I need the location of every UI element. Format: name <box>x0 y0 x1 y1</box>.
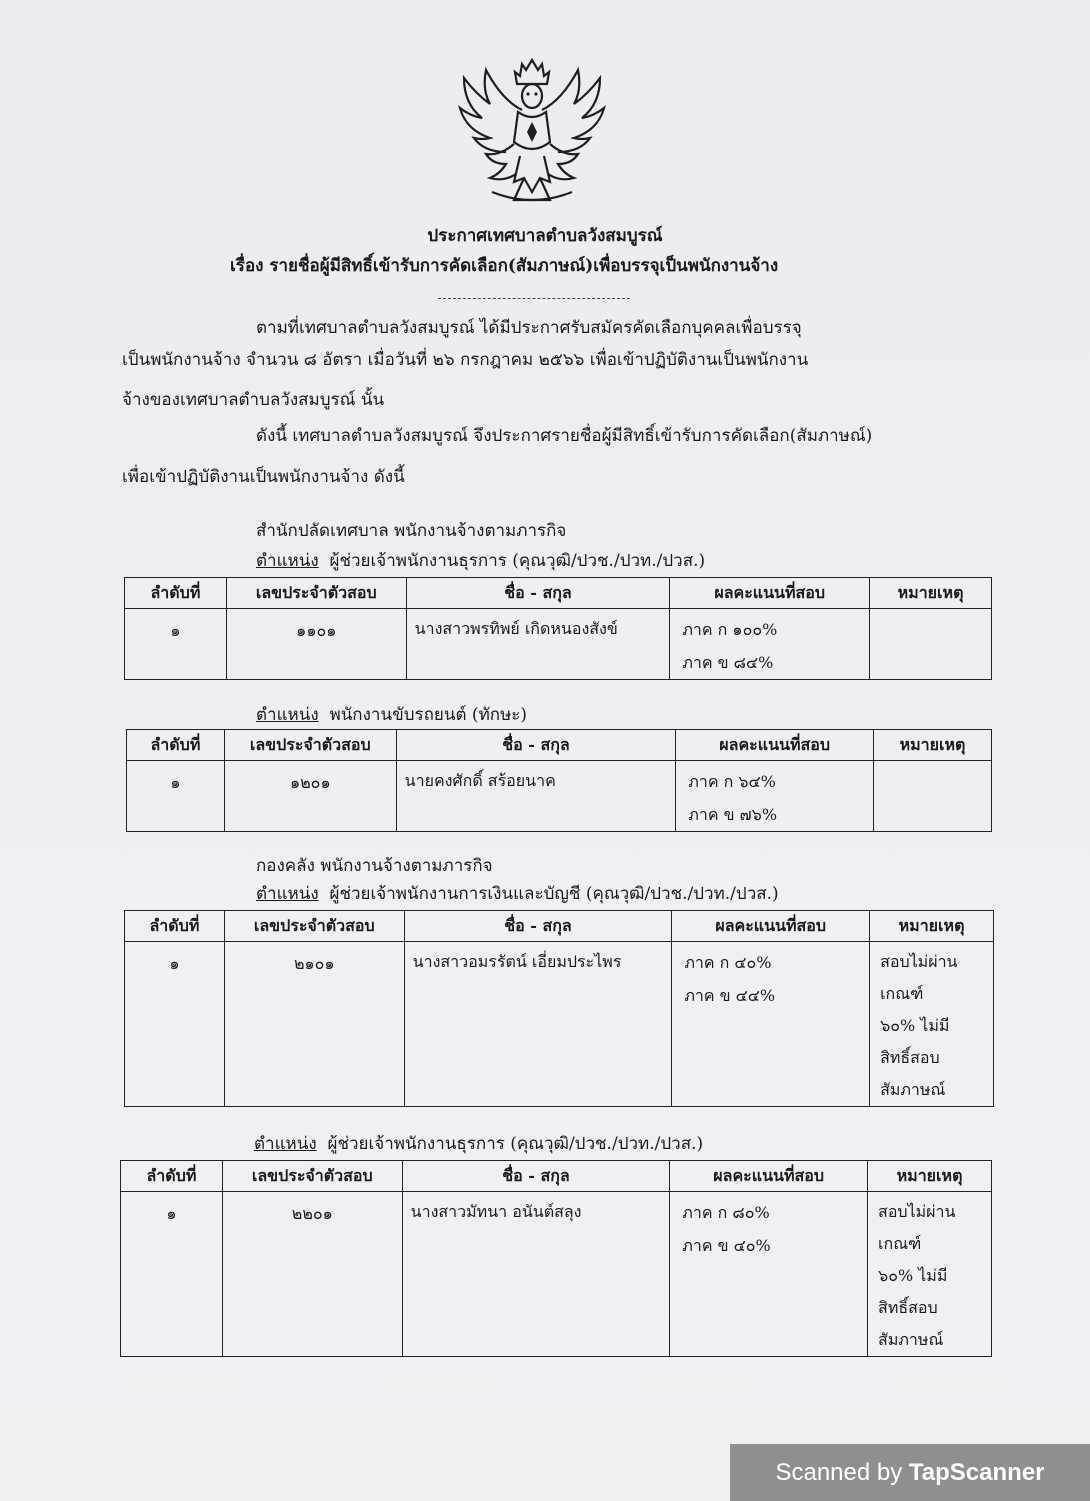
header-remark: หมายเหตุ <box>868 1161 992 1192</box>
table-header-row <box>125 911 994 942</box>
cell-exam-id: ๒๒๐๑ <box>222 1192 402 1357</box>
cell-name: นางสาวมัทนา อนันต์สลุง <box>402 1192 670 1357</box>
position-label: ตำแหน่ง <box>256 705 319 725</box>
cell-remark <box>870 609 992 680</box>
position-name: พนักงานขับรถยนต์ (ทักษะ) <box>329 705 528 725</box>
section-2-position-1 <box>256 880 779 907</box>
cell-name: นางสาวอมรรัตน์ เอี่ยมประไพร <box>404 942 672 1107</box>
header-score: ผลคะแนนที่สอบ <box>672 911 870 942</box>
table-row <box>125 942 994 1107</box>
header-remark: หมายเหตุ <box>870 911 994 942</box>
header-name: ชื่อ - สกุล <box>396 730 676 761</box>
remark-line: สิทธิ์สอบ <box>880 1048 940 1067</box>
cell-exam-id: ๒๑๐๑ <box>224 942 404 1107</box>
header-no: ลำดับที่ <box>125 911 225 942</box>
remark-line: เกณฑ์ <box>878 1234 922 1253</box>
cell-no: ๑ <box>125 609 227 680</box>
cell-exam-id: ๑๒๐๑ <box>224 761 396 832</box>
remark-line: สัมภาษณ์ <box>880 1080 946 1099</box>
remark-line: เกณฑ์ <box>880 984 924 1003</box>
table-header-row <box>127 730 992 761</box>
results-table-2 <box>126 729 992 832</box>
position-name: ผู้ช่วยเจ้าพนักงานการเงินและบัญชี (คุณวุฒิ/ปวช./ปวท./ปวส.) <box>329 884 779 904</box>
header-remark: หมายเหตุ <box>874 730 992 761</box>
header-score: ผลคะแนนที่สอบ <box>670 578 870 609</box>
header-exam-id: เลขประจำตัวสอบ <box>226 578 406 609</box>
paragraph-2-line-2: เพื่อเข้าปฏิบัติงานเป็นพนักงานจ้าง ดังนี้ <box>122 467 405 487</box>
announcement-title: ประกาศเทศบาลตำบลวังสมบูรณ์ <box>427 226 663 246</box>
cell-remark <box>870 942 994 1107</box>
cell-name: นายคงศักดิ์ สร้อยนาค <box>396 761 676 832</box>
cell-remark <box>874 761 992 832</box>
section-1-title: สำนักปลัดเทศบาล พนักงานจ้างตามภารกิจ <box>256 521 567 541</box>
garuda-emblem-icon <box>452 52 612 212</box>
position-name: ผู้ช่วยเจ้าพนักงานธุรการ (คุณวุฒิ/ปวช./ปวท./ปวส.) <box>329 551 706 571</box>
header-no: ลำดับที่ <box>125 578 227 609</box>
position-name: ผู้ช่วยเจ้าพนักงานธุรการ (คุณวุฒิ/ปวช./ปวท./ปวส.) <box>327 1134 704 1154</box>
header-name: ชื่อ - สกุล <box>402 1161 670 1192</box>
header-exam-id: เลขประจำตัวสอบ <box>222 1161 402 1192</box>
header-name: ชื่อ - สกุล <box>406 578 670 609</box>
score-part-b: ภาค ข ๔๐% <box>682 1236 771 1255</box>
header-remark: หมายเหตุ <box>870 578 992 609</box>
score-part-a: ภาค ก ๘๐% <box>682 1203 770 1222</box>
section-1-position-2 <box>256 701 527 728</box>
table-row <box>125 609 992 680</box>
header-score: ผลคะแนนที่สอบ <box>676 730 874 761</box>
section-2-title: กองคลัง พนักงานจ้างตามภารกิจ <box>256 856 493 876</box>
header-exam-id: เลขประจำตัวสอบ <box>224 730 396 761</box>
watermark-prefix: Scanned by <box>775 1459 909 1486</box>
position-label: ตำแหน่ง <box>256 884 319 904</box>
table-row <box>127 761 992 832</box>
remark-line: สิทธิ์สอบ <box>878 1298 938 1317</box>
table-header-row <box>125 578 992 609</box>
title-divider <box>438 298 630 299</box>
cell-no: ๑ <box>121 1192 223 1357</box>
header-no: ลำดับที่ <box>127 730 225 761</box>
remark-line: สอบไม่ผ่าน <box>878 1202 956 1221</box>
score-part-a: ภาค ก ๔๐% <box>684 953 772 972</box>
header-exam-id: เลขประจำตัวสอบ <box>224 911 404 942</box>
remark-line: สัมภาษณ์ <box>878 1330 944 1349</box>
announcement-subject: เรื่อง รายชื่อผู้มีสิทธิ์เข้ารับการคัดเลือก(สัมภาษณ์)เพื่อบรรจุเป็นพนักงานจ้าง <box>230 256 779 276</box>
cell-score <box>676 761 874 832</box>
cell-no: ๑ <box>125 942 225 1107</box>
header-name: ชื่อ - สกุล <box>404 911 672 942</box>
header-score: ผลคะแนนที่สอบ <box>670 1161 868 1192</box>
results-table-1 <box>124 577 992 680</box>
cell-no: ๑ <box>127 761 225 832</box>
score-part-b: ภาค ข ๘๔% <box>682 653 774 672</box>
cell-score <box>672 942 870 1107</box>
scanner-watermark <box>730 1444 1090 1501</box>
cell-score <box>670 609 870 680</box>
table-row <box>121 1192 992 1357</box>
paragraph-1-line-1: ตามที่เทศบาลตำบลวังสมบูรณ์ ได้มีประกาศรับสมัครคัดเลือกบุคคลเพื่อบรรจุ <box>256 318 802 338</box>
header-no: ลำดับที่ <box>121 1161 223 1192</box>
score-part-b: ภาค ข ๗๖% <box>688 805 778 824</box>
results-table-3 <box>124 910 994 1107</box>
score-part-a: ภาค ก ๖๔% <box>688 772 776 791</box>
cell-name: นางสาวพรทิพย์ เกิดหนองสังข์ <box>406 609 670 680</box>
cell-remark <box>868 1192 992 1357</box>
position-label: ตำแหน่ง <box>254 1134 317 1154</box>
remark-line: สอบไม่ผ่าน <box>880 952 958 971</box>
paragraph-1-line-2: เป็นพนักงานจ้าง จำนวน ๘ อัตรา เมื่อวันที่ ๒๖ กรกฎาคม ๒๕๖๖ เพื่อเข้าปฏิบัติงานเป็นพนักงาน <box>122 350 809 370</box>
score-part-a: ภาค ก ๑๐๐% <box>682 620 778 639</box>
cell-exam-id: ๑๑๐๑ <box>226 609 406 680</box>
remark-line: ๖๐% ไม่มี <box>878 1266 948 1285</box>
paragraph-2-line-1: ดังนี้ เทศบาลตำบลวังสมบูรณ์ จึงประกาศรายชื่อผู้มีสิทธิ์เข้ารับการคัดเลือก(สัมภาษณ์) <box>256 426 873 446</box>
paragraph-1-line-3: จ้างของเทศบาลตำบลวังสมบูรณ์ นั้น <box>122 390 385 410</box>
watermark-brand: TapScanner <box>908 1459 1045 1486</box>
score-part-b: ภาค ข ๔๔% <box>684 986 776 1005</box>
position-label: ตำแหน่ง <box>256 551 319 571</box>
remark-line: ๖๐% ไม่มี <box>880 1016 950 1035</box>
section-1-position-1 <box>256 547 705 574</box>
table-header-row <box>121 1161 992 1192</box>
section-2-position-2 <box>254 1130 703 1157</box>
results-table-4 <box>120 1160 992 1357</box>
cell-score <box>670 1192 868 1357</box>
